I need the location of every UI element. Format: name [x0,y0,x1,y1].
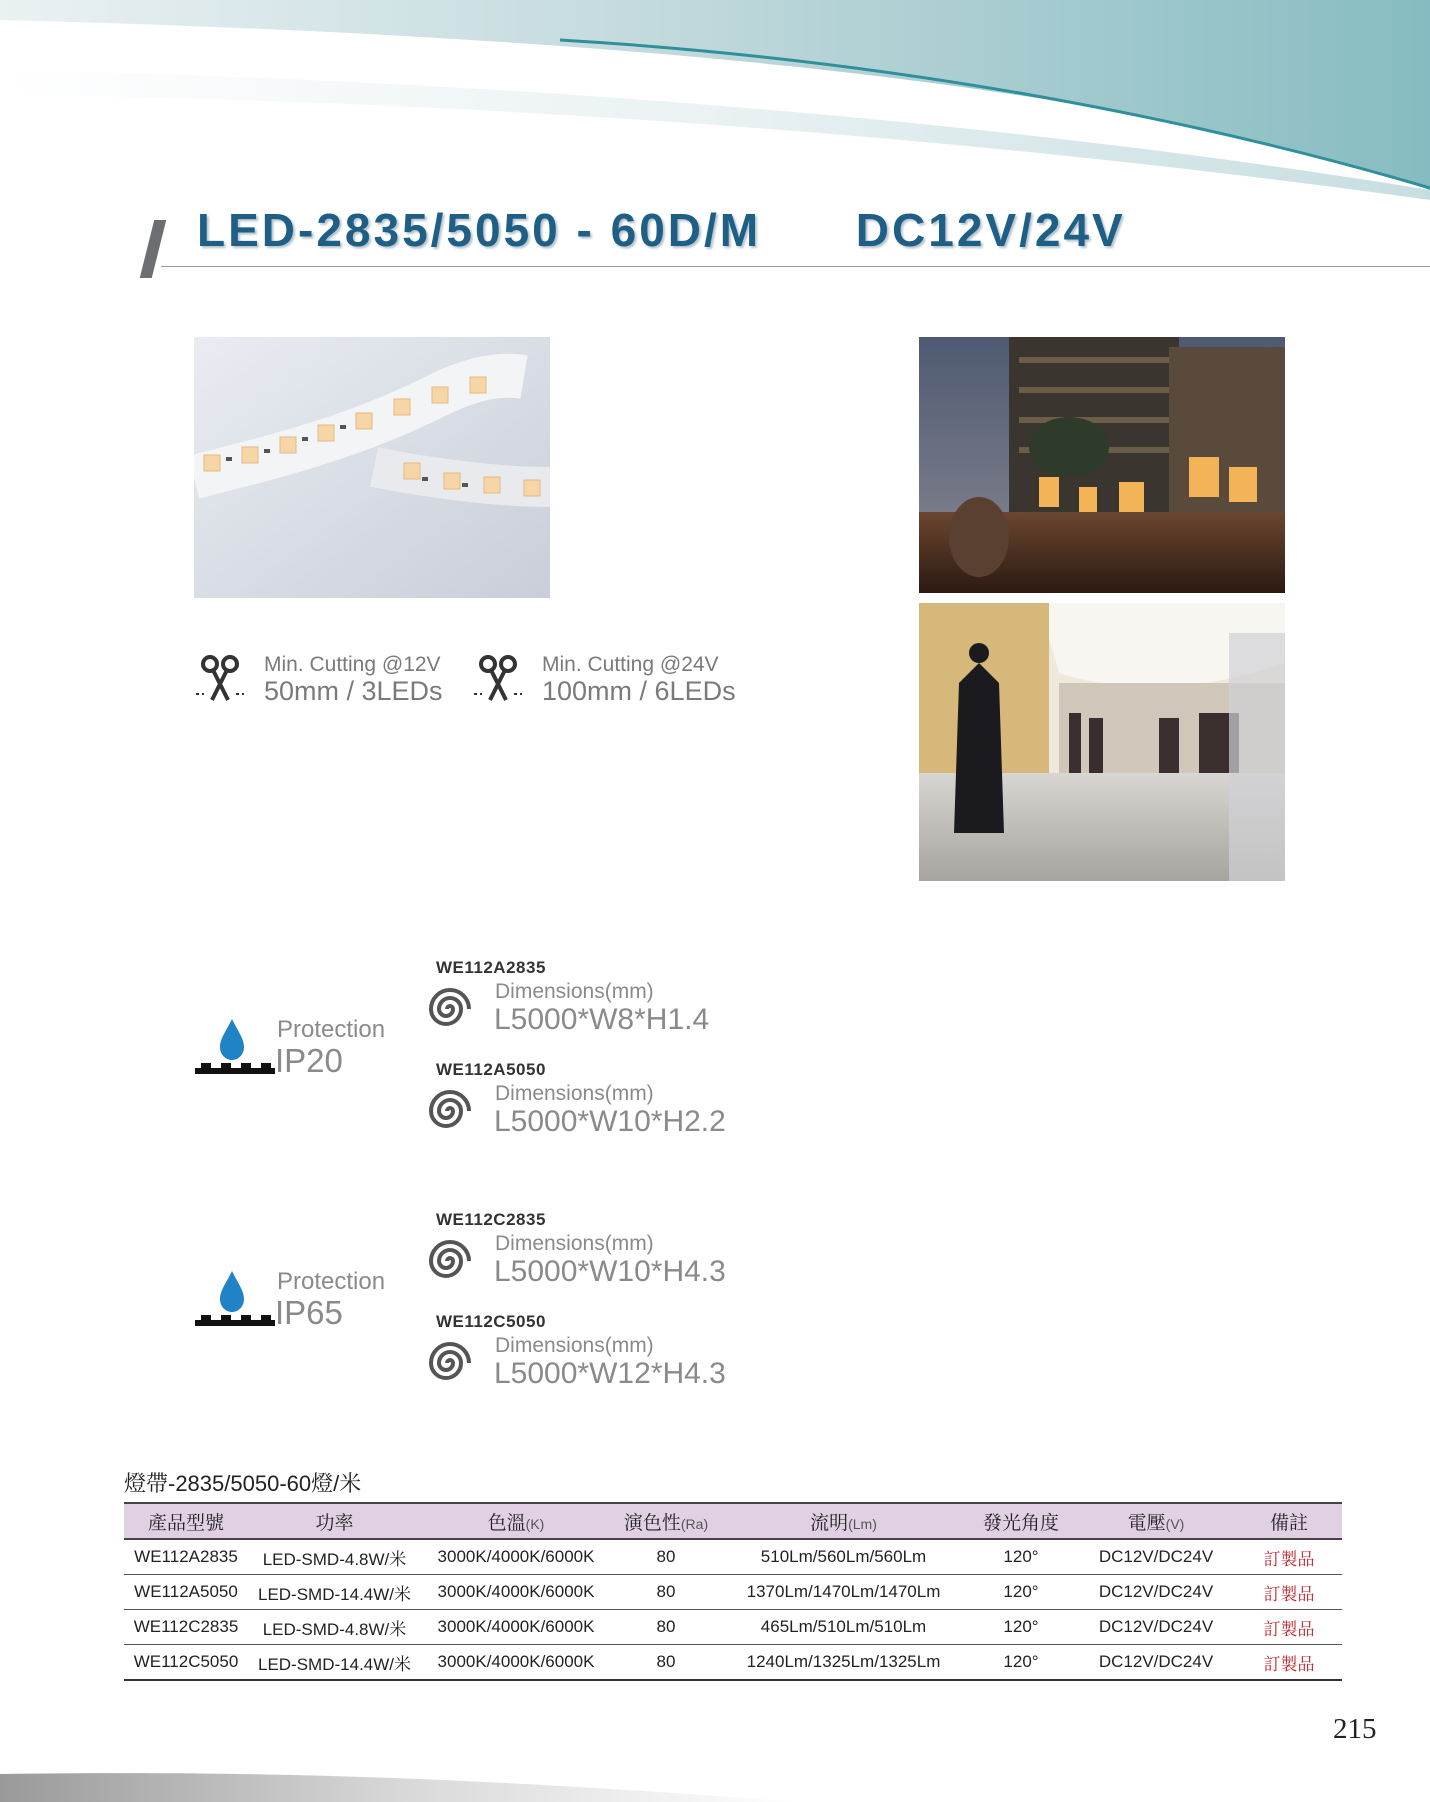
table-row [124,1539,1342,1575]
col-header-cri: 演色性(Ra) [611,1503,721,1539]
model-code: WE112C2835 [436,1210,546,1229]
cell-color-temp: 3000K/4000K/6000K [421,1645,611,1681]
cell-model: WE112A5050 [124,1575,248,1610]
col-header-beam-angle: 發光角度 [966,1503,1076,1539]
cell-color-temp: 3000K/4000K/6000K [421,1610,611,1645]
cutting-24v-value: 100mm / 6LEDs [542,676,736,706]
cell-lumen: 1370Lm/1470Lm/1470Lm [721,1575,966,1610]
dimensions-label: Dimensions(mm) [495,980,654,1003]
col-header-power: 功率 [248,1503,421,1539]
building-night-photo [919,337,1285,593]
cell-power: LED-SMD-4.8W/米 [248,1610,421,1645]
cell-cri: 80 [611,1539,721,1575]
protection-label: Protection [277,1268,386,1295]
spiral-reel-icon [425,1087,475,1135]
dimensions-value: L5000*W10*H4.3 [494,1255,726,1288]
table-header-row [124,1503,1342,1539]
cell-color-temp: 3000K/4000K/6000K [421,1575,611,1610]
cell-power: LED-SMD-4.8W/米 [248,1539,421,1575]
spiral-reel-icon [425,1237,475,1285]
scissors-icon [474,654,522,712]
cell-power: LED-SMD-14.4W/米 [248,1575,421,1610]
cell-voltage: DC12V/DC24V [1076,1610,1236,1645]
model-code: WE112C5050 [436,1312,546,1331]
cell-beam-angle: 120° [966,1645,1076,1681]
cell-color-temp: 3000K/4000K/6000K [421,1539,611,1575]
cutting-12v-value: 50mm / 3LEDs [264,676,443,706]
cell-model: WE112C5050 [124,1645,248,1681]
cell-beam-angle: 120° [966,1575,1076,1610]
cell-note: 訂製品 [1236,1645,1342,1681]
col-header-lumen: 流明(Lm) [721,1503,966,1539]
header-wave-banner [0,0,1430,200]
cell-beam-angle: 120° [966,1610,1076,1645]
scissors-icon [196,654,244,712]
title-accent-bar [140,220,166,278]
dimensions-value: L5000*W10*H2.2 [494,1105,726,1138]
col-header-voltage: 電壓(V) [1076,1503,1236,1539]
cell-beam-angle: 120° [966,1539,1076,1575]
dimensions-value: L5000*W12*H4.3 [494,1357,726,1390]
water-drop-icon [195,1267,275,1327]
cell-note: 訂製品 [1236,1539,1342,1575]
dimensions-label: Dimensions(mm) [495,1334,654,1357]
cell-cri: 80 [611,1610,721,1645]
title-divider [161,266,1430,267]
spiral-reel-icon [425,985,475,1033]
cell-voltage: DC12V/DC24V [1076,1539,1236,1575]
table-row [124,1610,1342,1645]
col-header-color-temp: 色溫(K) [421,1503,611,1539]
cell-lumen: 1240Lm/1325Lm/1325Lm [721,1645,966,1681]
protection-rating: IP20 [275,1042,343,1079]
page-title: LED-2835/5050 - 60D/M DC12V/24V [197,204,1126,256]
table-row [124,1645,1342,1681]
cell-model: WE112A2835 [124,1539,248,1575]
cell-lumen: 465Lm/510Lm/510Lm [721,1610,966,1645]
spec-table [124,1502,1342,1681]
protection-rating: IP65 [275,1294,343,1331]
cutting-24v-label: Min. Cutting @24V [542,653,719,676]
col-header-model: 產品型號 [124,1503,248,1539]
cell-power: LED-SMD-14.4W/米 [248,1645,421,1681]
dimensions-label: Dimensions(mm) [495,1232,654,1255]
footer-band [0,1770,1430,1802]
water-drop-icon [195,1015,275,1075]
led-strip-photo [194,337,550,598]
cell-cri: 80 [611,1645,721,1681]
table-caption: 燈帶-2835/5050-60燈/米 [124,1471,362,1496]
cutting-12v-label: Min. Cutting @12V [264,653,441,676]
cell-cri: 80 [611,1575,721,1610]
cell-lumen: 510Lm/560Lm/560Lm [721,1539,966,1575]
table-row [124,1575,1342,1610]
cell-note: 訂製品 [1236,1610,1342,1645]
model-code: WE112A5050 [436,1060,546,1079]
cell-note: 訂製品 [1236,1575,1342,1610]
spiral-reel-icon [425,1339,475,1387]
protection-label: Protection [277,1016,386,1043]
model-code: WE112A2835 [436,958,546,977]
cell-model: WE112C2835 [124,1610,248,1645]
cell-voltage: DC12V/DC24V [1076,1575,1236,1610]
page-number: 215 [1333,1713,1377,1745]
cell-voltage: DC12V/DC24V [1076,1645,1236,1681]
store-interior-photo [919,603,1285,881]
col-header-note: 備註 [1236,1503,1342,1539]
dimensions-value: L5000*W8*H1.4 [494,1003,710,1036]
dimensions-label: Dimensions(mm) [495,1082,654,1105]
